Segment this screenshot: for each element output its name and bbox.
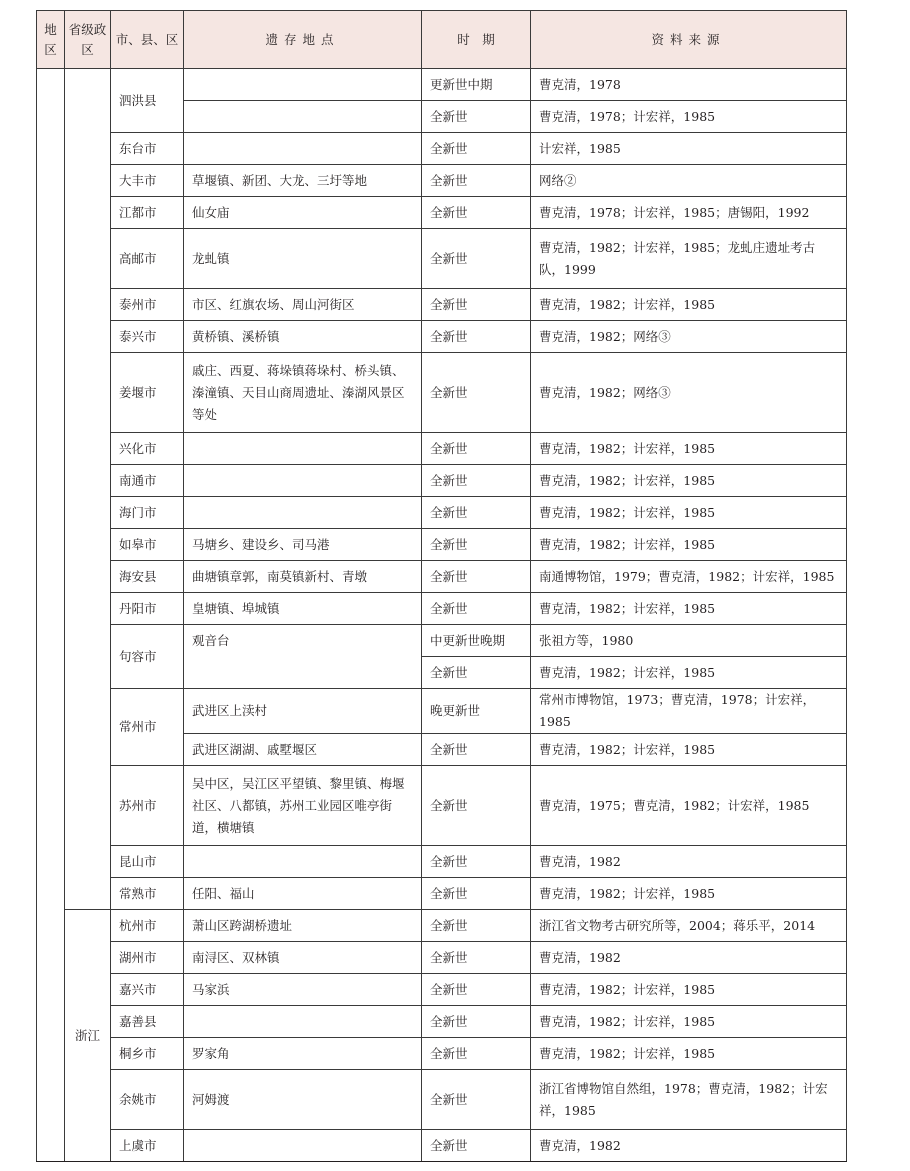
table-row <box>37 69 847 101</box>
site-cell: 吴中区，吴江区平望镇、黎里镇、梅堰社区、八都镇，苏州工业园区唯亭街道，横塘镇 <box>184 766 422 846</box>
source-cell: 曹克清，1982；网络③ <box>531 353 847 433</box>
city-cell: 如皋市 <box>111 529 184 561</box>
source-cell: 曹克清，1982；计宏祥，1985 <box>531 497 847 529</box>
province-cell-jiangsu <box>65 69 111 910</box>
source-cell: 曹克清，1982；计宏祥，1985 <box>531 529 847 561</box>
city-cell: 句容市 <box>111 625 184 689</box>
header-source: 资料来源 <box>531 11 847 69</box>
site-cell: 任阳、福山 <box>184 878 422 910</box>
period-cell: 全新世 <box>422 321 531 353</box>
site-cell: 草堰镇、新团、大龙、三圩等地 <box>184 165 422 197</box>
site-cell: 马塘乡、建设乡、司马港 <box>184 529 422 561</box>
table-row <box>37 1006 847 1038</box>
source-cell: 张祖方等，1980 <box>531 625 847 657</box>
source-cell: 曹克清，1978；计宏祥，1985 <box>531 101 847 133</box>
site-cell: 曲塘镇章郭，南莫镇新村、青墩 <box>184 561 422 593</box>
source-cell: 曹克清，1982；计宏祥，1985 <box>531 1006 847 1038</box>
period-cell: 全新世 <box>422 229 531 289</box>
site-cell: 皇塘镇、埠城镇 <box>184 593 422 625</box>
period-cell: 更新世中期 <box>422 69 531 101</box>
period-cell: 全新世 <box>422 101 531 133</box>
city-cell: 泗洪县 <box>111 69 184 133</box>
table-row <box>37 165 847 197</box>
site-cell: 南浔区、双林镇 <box>184 942 422 974</box>
site-cell: 武进区上渎村 <box>184 689 422 734</box>
city-cell: 大丰市 <box>111 165 184 197</box>
site-cell <box>184 433 422 465</box>
city-cell: 上虞市 <box>111 1130 184 1162</box>
source-cell: 曹克清，1982；计宏祥，1985 <box>531 974 847 1006</box>
table-row <box>37 942 847 974</box>
source-cell: 曹克清，1982；计宏祥，1985 <box>531 289 847 321</box>
table-row <box>37 289 847 321</box>
header-province: 省级政区 <box>65 11 111 69</box>
period-cell: 全新世 <box>422 465 531 497</box>
city-cell: 海安县 <box>111 561 184 593</box>
table-row <box>37 878 847 910</box>
city-cell: 湖州市 <box>111 942 184 974</box>
site-cell <box>184 69 422 101</box>
site-cell: 黄桥镇、溪桥镇 <box>184 321 422 353</box>
source-cell: 浙江省文物考古研究所等，2004；蒋乐平，2014 <box>531 910 847 942</box>
site-cell <box>184 101 422 133</box>
table-row <box>37 353 847 433</box>
city-cell: 海门市 <box>111 497 184 529</box>
site-cell: 市区、红旗农场、周山河街区 <box>184 289 422 321</box>
site-cell <box>184 133 422 165</box>
source-cell: 曹克清，1982；网络③ <box>531 321 847 353</box>
source-cell: 曹克清，1978 <box>531 69 847 101</box>
period-cell: 全新世 <box>422 353 531 433</box>
city-cell: 东台市 <box>111 133 184 165</box>
table-row <box>37 593 847 625</box>
period-cell: 全新世 <box>422 1038 531 1070</box>
city-cell: 苏州市 <box>111 766 184 846</box>
period-cell: 全新世 <box>422 433 531 465</box>
period-cell: 全新世 <box>422 593 531 625</box>
source-cell: 网络② <box>531 165 847 197</box>
period-cell: 全新世 <box>422 1070 531 1130</box>
table-row <box>37 133 847 165</box>
table-row <box>37 433 847 465</box>
header-city: 市、县、区 <box>111 11 184 69</box>
period-cell: 全新世 <box>422 1006 531 1038</box>
city-cell: 江都市 <box>111 197 184 229</box>
site-cell: 罗家角 <box>184 1038 422 1070</box>
site-cell: 观音台 <box>184 625 422 689</box>
source-cell: 曹克清，1982；计宏祥，1985 <box>531 734 847 766</box>
header-site: 遗存地点 <box>184 11 422 69</box>
table-row <box>37 561 847 593</box>
site-cell: 戚庄、西夏、蒋垛镇蒋垛村、桥头镇、溱潼镇、天目山商周遗址、溱湖风景区等处 <box>184 353 422 433</box>
site-cell: 河姆渡 <box>184 1070 422 1130</box>
source-cell: 曹克清，1982；计宏祥，1985；龙虬庄遗址考古队，1999 <box>531 229 847 289</box>
table-body <box>37 69 847 1162</box>
data-table <box>36 10 847 1162</box>
source-cell: 曹克清，1982；计宏祥，1985 <box>531 1038 847 1070</box>
source-cell: 曹克清，1982 <box>531 846 847 878</box>
header-period: 时 期 <box>422 11 531 69</box>
source-cell: 曹克清，1982 <box>531 1130 847 1162</box>
site-cell: 萧山区跨湖桥遗址 <box>184 910 422 942</box>
site-cell <box>184 465 422 497</box>
site-cell <box>184 1006 422 1038</box>
period-cell: 晚更新世 <box>422 689 531 734</box>
table-row <box>37 766 847 846</box>
period-cell: 全新世 <box>422 165 531 197</box>
table-row <box>37 197 847 229</box>
source-cell: 曹克清，1982；计宏祥，1985 <box>531 657 847 689</box>
table-row <box>37 1038 847 1070</box>
city-cell: 桐乡市 <box>111 1038 184 1070</box>
city-cell: 泰州市 <box>111 289 184 321</box>
period-cell: 全新世 <box>422 910 531 942</box>
period-cell: 全新世 <box>422 657 531 689</box>
city-cell: 南通市 <box>111 465 184 497</box>
city-cell: 姜堰市 <box>111 353 184 433</box>
source-cell: 曹克清，1982；计宏祥，1985 <box>531 433 847 465</box>
source-cell: 曹克清，1982；计宏祥，1985 <box>531 465 847 497</box>
table-row <box>37 689 847 734</box>
site-cell <box>184 497 422 529</box>
city-cell: 丹阳市 <box>111 593 184 625</box>
site-cell: 武进区湖湖、戚墅堰区 <box>184 734 422 766</box>
city-cell: 余姚市 <box>111 1070 184 1130</box>
period-cell: 全新世 <box>422 766 531 846</box>
period-cell: 全新世 <box>422 561 531 593</box>
source-cell: 浙江省博物馆自然组，1978；曹克清，1982；计宏祥，1985 <box>531 1070 847 1130</box>
site-cell: 龙虬镇 <box>184 229 422 289</box>
period-cell: 中更新世晚期 <box>422 625 531 657</box>
period-cell: 全新世 <box>422 529 531 561</box>
site-cell: 马家浜 <box>184 974 422 1006</box>
period-cell: 全新世 <box>422 133 531 165</box>
table-row <box>37 529 847 561</box>
source-cell: 曹克清，1978；计宏祥，1985；唐锡阳，1992 <box>531 197 847 229</box>
city-cell: 泰兴市 <box>111 321 184 353</box>
table-row <box>37 974 847 1006</box>
table-row <box>37 625 847 657</box>
period-cell: 全新世 <box>422 289 531 321</box>
city-cell: 杭州市 <box>111 910 184 942</box>
period-cell: 全新世 <box>422 974 531 1006</box>
source-cell: 常州市博物馆，1973；曹克清，1978；计宏祥，1985 <box>531 689 847 734</box>
table-header <box>37 11 847 69</box>
table-row <box>37 497 847 529</box>
table-row <box>37 1130 847 1162</box>
city-cell: 高邮市 <box>111 229 184 289</box>
table-row <box>37 910 847 942</box>
period-cell: 全新世 <box>422 878 531 910</box>
table-row <box>37 229 847 289</box>
table-row <box>37 1070 847 1130</box>
source-cell: 曹克清，1982 <box>531 942 847 974</box>
city-cell: 嘉兴市 <box>111 974 184 1006</box>
source-cell: 曹克清，1982；计宏祥，1985 <box>531 878 847 910</box>
table-row <box>37 465 847 497</box>
city-cell: 嘉善县 <box>111 1006 184 1038</box>
period-cell: 全新世 <box>422 497 531 529</box>
site-cell: 仙女庙 <box>184 197 422 229</box>
region-cell <box>37 69 65 1162</box>
site-cell <box>184 846 422 878</box>
period-cell: 全新世 <box>422 734 531 766</box>
source-cell: 计宏祥，1985 <box>531 133 847 165</box>
source-cell: 南通博物馆，1979；曹克清，1982；计宏祥，1985 <box>531 561 847 593</box>
site-cell <box>184 1130 422 1162</box>
period-cell: 全新世 <box>422 846 531 878</box>
table-row <box>37 321 847 353</box>
period-cell: 全新世 <box>422 197 531 229</box>
table-row <box>37 846 847 878</box>
city-cell: 兴化市 <box>111 433 184 465</box>
source-cell: 曹克清，1975；曹克清，1982；计宏祥，1985 <box>531 766 847 846</box>
period-cell: 全新世 <box>422 1130 531 1162</box>
period-cell: 全新世 <box>422 942 531 974</box>
source-cell: 曹克清，1982；计宏祥，1985 <box>531 593 847 625</box>
city-cell: 常熟市 <box>111 878 184 910</box>
header-region: 地区 <box>37 11 65 69</box>
province-cell-zhejiang: 浙江 <box>65 910 111 1162</box>
city-cell: 昆山市 <box>111 846 184 878</box>
city-cell: 常州市 <box>111 689 184 766</box>
